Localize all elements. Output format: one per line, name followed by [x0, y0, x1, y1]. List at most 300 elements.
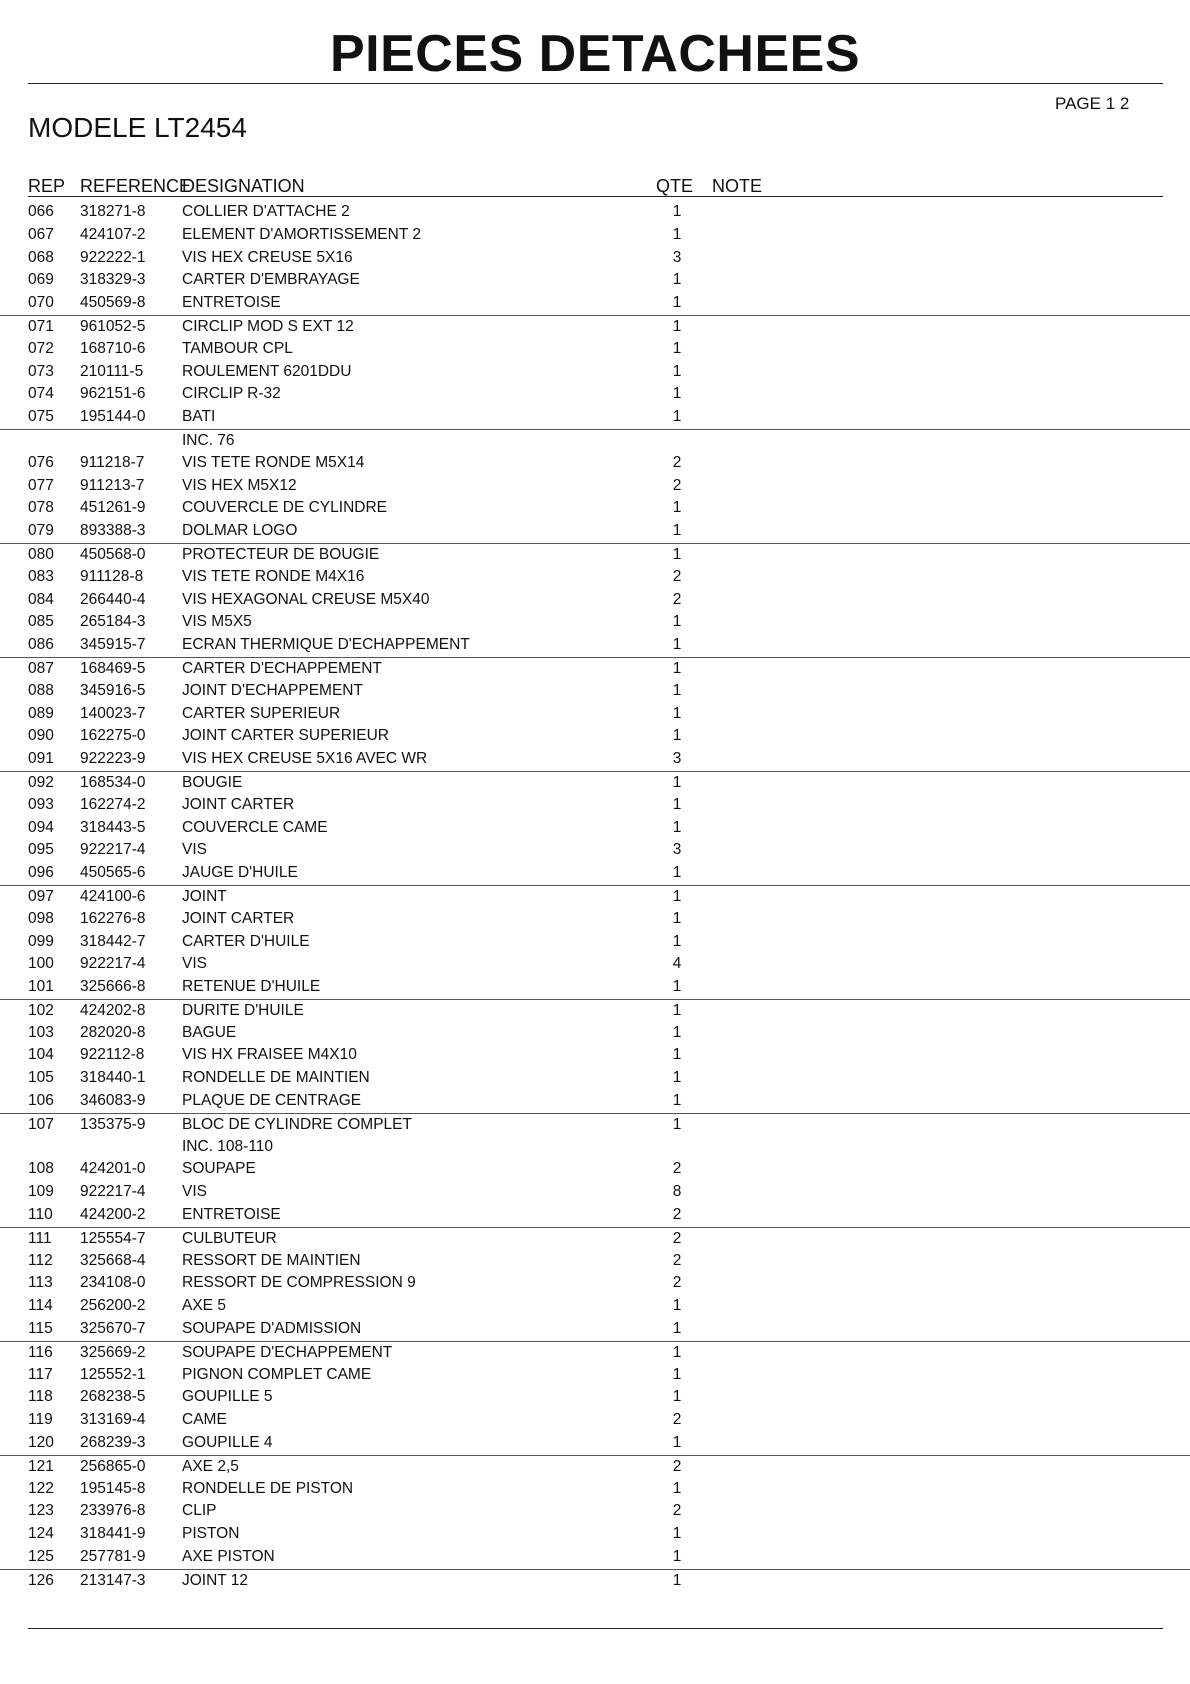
table-row	[0, 1318, 1190, 1341]
cell-rep: 101	[28, 978, 54, 996]
table-row	[0, 1113, 1190, 1136]
page-number: PAGE 1 2	[1055, 94, 1130, 113]
cell-designation: AXE 2,5	[182, 1457, 239, 1475]
cell-qte: 1	[672, 978, 682, 996]
cell-qte: 1	[672, 704, 682, 722]
cell-designation: DURITE D'HUILE	[182, 1001, 304, 1019]
cell-rep: 114	[28, 1297, 53, 1315]
cell-designation: VIS	[182, 955, 207, 973]
cell-designation: ENTRETOISE	[182, 1206, 281, 1224]
cell-rep: 074	[28, 385, 54, 403]
cell-qte: 1	[672, 1365, 682, 1383]
cell-reference: 922223-9	[80, 750, 146, 768]
table-row	[0, 383, 1190, 406]
cell-qte: 2	[672, 453, 682, 471]
cell-designation: JOINT 12	[182, 1571, 249, 1589]
cell-rep: 080	[28, 545, 54, 563]
cell-reference: 256865-0	[80, 1457, 146, 1475]
cell-qte: 2	[672, 1160, 682, 1178]
cell-designation: JOINT	[182, 887, 227, 905]
cell-designation: DOLMAR LOGO	[182, 522, 298, 540]
cell-rep: 119	[28, 1411, 53, 1429]
cell-reference: 922217-4	[80, 1183, 146, 1201]
cell-qte: 1	[672, 1320, 682, 1338]
cell-qte: 1	[672, 203, 682, 220]
cell-reference: 911213-7	[80, 476, 145, 494]
column-header-reference: REFERENCE	[80, 176, 192, 196]
table-row	[0, 976, 1190, 999]
cell-reference: 318442-7	[80, 932, 146, 950]
cell-rep: 123	[28, 1502, 54, 1520]
cell-rep: 106	[28, 1092, 54, 1110]
cell-designation: CARTER D'ECHAPPEMENT	[182, 659, 382, 677]
cell-rep: 108	[28, 1160, 54, 1178]
cell-rep: 111	[28, 1229, 52, 1247]
table-row	[0, 1227, 1190, 1250]
column-header-qte: QTE	[656, 176, 694, 196]
cell-qte: 1	[672, 613, 682, 631]
table-row	[0, 269, 1190, 292]
table-row	[0, 224, 1190, 247]
table-row	[0, 1569, 1190, 1592]
cell-reference: 125552-1	[80, 1365, 146, 1383]
column-header-note: NOTE	[712, 176, 763, 196]
cell-reference: 266440-4	[80, 590, 146, 608]
cell-qte: 1	[672, 1434, 682, 1452]
cell-rep: 096	[28, 864, 54, 882]
cell-designation: JOINT CARTER SUPERIEUR	[182, 727, 389, 745]
cell-rep: 084	[28, 590, 54, 608]
cell-rep: 088	[28, 681, 54, 699]
cell-rep: 099	[28, 932, 54, 950]
table-row	[0, 862, 1190, 885]
cell-rep: 076	[28, 453, 54, 471]
cell-designation: VIS HEX CREUSE 5X16 AVEC WR	[182, 750, 428, 768]
cell-qte: 2	[672, 567, 682, 585]
cell-reference: 257781-9	[80, 1548, 146, 1566]
table-row	[0, 885, 1190, 908]
table-row	[0, 908, 1190, 931]
cell-rep: 070	[28, 294, 54, 312]
cell-designation: VIS HEX M5X12	[182, 476, 297, 494]
cell-rep: 071	[28, 317, 54, 335]
cell-qte: 1	[672, 681, 682, 699]
cell-reference: 168469-5	[80, 659, 146, 677]
cell-designation: COUVERCLE DE CYLINDRE	[182, 499, 387, 517]
cell-qte: 2	[672, 1502, 682, 1520]
cell-rep: 066	[28, 203, 54, 220]
cell-qte: 2	[672, 1251, 682, 1269]
table-row	[0, 657, 1190, 680]
cell-designation: GOUPILLE 4	[182, 1434, 273, 1452]
cell-reference: 911128-8	[80, 567, 144, 585]
cell-designation: RESSORT DE COMPRESSION 9	[182, 1274, 416, 1292]
cell-reference: 450568-0	[80, 545, 146, 563]
cell-designation: CARTER SUPERIEUR	[182, 704, 341, 722]
cell-rep: 112	[28, 1251, 53, 1269]
cell-qte: 3	[672, 248, 682, 266]
cell-designation: VIS	[182, 1183, 207, 1201]
cell-reference: 922112-8	[80, 1046, 145, 1064]
cell-reference: 346083-9	[80, 1092, 146, 1110]
title-divider	[28, 83, 1163, 84]
cell-reference: 233976-8	[80, 1502, 146, 1520]
cell-designation: BOUGIE	[182, 773, 243, 791]
cell-designation: RETENUE D'HUILE	[182, 978, 321, 996]
footer-divider	[28, 1628, 1163, 1629]
cell-designation: CIRCLIP MOD S EXT 12	[182, 317, 354, 335]
table-row	[0, 1272, 1190, 1295]
cell-qte: 2	[672, 1457, 682, 1475]
cell-reference: 318443-5	[80, 818, 146, 836]
cell-designation: VIS	[182, 841, 207, 859]
table-row	[0, 589, 1190, 612]
cell-designation: PISTON	[182, 1525, 240, 1543]
cell-designation: ENTRETOISE	[182, 294, 281, 312]
header-divider	[28, 196, 1163, 197]
table-row	[0, 338, 1190, 361]
table-row	[0, 1022, 1190, 1045]
cell-qte: 1	[672, 1548, 682, 1566]
cell-rep: 075	[28, 408, 54, 426]
cell-designation: AXE 5	[182, 1297, 226, 1315]
cell-qte: 8	[672, 1183, 682, 1201]
table-row	[0, 748, 1190, 771]
cell-qte: 1	[672, 408, 682, 426]
table-row	[0, 475, 1190, 498]
table-row	[0, 361, 1190, 384]
table-row	[0, 794, 1190, 817]
cell-qte: 1	[672, 887, 682, 905]
cell-reference: 345915-7	[80, 636, 146, 654]
cell-rep: 067	[28, 225, 54, 243]
cell-designation: COUVERCLE CAME	[182, 818, 328, 836]
cell-rep: 086	[28, 636, 54, 654]
cell-reference: 234108-0	[80, 1274, 146, 1292]
cell-designation: JOINT CARTER	[182, 795, 295, 813]
table-row	[0, 1090, 1190, 1113]
cell-qte: 1	[672, 1571, 682, 1589]
cell-designation: VIS M5X5	[182, 613, 252, 631]
cell-rep: 078	[28, 499, 54, 517]
table-row	[0, 406, 1190, 429]
cell-designation: GOUPILLE 5	[182, 1388, 273, 1406]
cell-rep: 104	[28, 1046, 54, 1064]
cell-qte: 1	[672, 1343, 682, 1361]
model-heading: MODELE LT2454	[28, 112, 247, 143]
cell-designation: VIS TETE RONDE M5X14	[182, 453, 365, 471]
cell-rep: 085	[28, 613, 54, 631]
table-row	[0, 543, 1190, 566]
cell-reference: 213147-3	[80, 1571, 146, 1589]
table-row	[0, 247, 1190, 270]
cell-reference: 424200-2	[80, 1206, 146, 1224]
cell-qte: 1	[672, 499, 682, 517]
cell-reference: 162274-2	[80, 795, 146, 813]
cell-reference: 125554-7	[80, 1229, 146, 1247]
cell-designation: COLLIER D'ATTACHE 2	[182, 203, 350, 220]
cell-designation: BLOC DE CYLINDRE COMPLET	[182, 1115, 412, 1133]
table-row	[0, 201, 1190, 224]
table-row	[0, 452, 1190, 475]
cell-reference: 140023-7	[80, 704, 146, 722]
cell-rep: 091	[28, 750, 54, 768]
table-row	[0, 1204, 1190, 1227]
table-row	[0, 703, 1190, 726]
cell-reference: 325670-7	[80, 1320, 146, 1338]
cell-rep: 122	[28, 1479, 54, 1497]
cell-qte: 2	[672, 1206, 682, 1224]
cell-reference: 922222-1	[80, 248, 146, 266]
cell-rep: 120	[28, 1434, 54, 1452]
cell-rep: 105	[28, 1069, 54, 1087]
table-row	[0, 1181, 1190, 1204]
cell-designation: CIRCLIP R-32	[182, 385, 281, 403]
cell-reference: 325668-4	[80, 1251, 146, 1269]
table-row	[0, 315, 1190, 338]
table-row	[0, 1044, 1190, 1067]
table-row	[0, 1341, 1190, 1364]
cell-rep: 094	[28, 818, 54, 836]
cell-reference: 210111-5	[80, 362, 144, 380]
cell-rep: 087	[28, 659, 54, 677]
cell-qte: 1	[672, 294, 682, 312]
cell-reference: 162276-8	[80, 909, 146, 927]
table-row	[0, 771, 1190, 794]
cell-qte: 1	[672, 1479, 682, 1497]
cell-qte: 3	[672, 841, 682, 859]
cell-designation: PIGNON COMPLET CAME	[182, 1365, 372, 1383]
cell-rep: 092	[28, 773, 54, 791]
table-row	[0, 1364, 1190, 1387]
cell-designation: VIS HEX CREUSE 5X16	[182, 248, 353, 266]
cell-qte: 3	[672, 750, 682, 768]
cell-reference: 922217-4	[80, 841, 146, 859]
cell-qte: 1	[672, 659, 682, 677]
cell-reference: 424202-8	[80, 1001, 146, 1019]
table-row	[0, 1478, 1190, 1501]
cell-qte: 1	[672, 818, 682, 836]
cell-designation: BAGUE	[182, 1023, 237, 1041]
table-row	[0, 931, 1190, 954]
cell-qte: 1	[672, 636, 682, 654]
cell-qte: 1	[672, 339, 682, 357]
cell-rep: 072	[28, 339, 54, 357]
cell-reference: 313169-4	[80, 1411, 146, 1429]
cell-reference: 168534-0	[80, 773, 146, 791]
cell-qte: 1	[672, 545, 682, 563]
cell-designation: VIS TETE RONDE M4X16	[182, 567, 365, 585]
cell-designation: BATI	[182, 408, 216, 426]
cell-designation: VIS HEXAGONAL CREUSE M5X40	[182, 590, 430, 608]
cell-rep: 109	[28, 1183, 54, 1201]
table-row	[0, 1523, 1190, 1546]
cell-reference: 268239-3	[80, 1434, 146, 1452]
table-row	[0, 953, 1190, 976]
table-row	[0, 520, 1190, 543]
cell-qte: 1	[672, 1525, 682, 1543]
cell-designation: CAME	[182, 1411, 227, 1429]
cell-reference: 451261-9	[80, 499, 146, 517]
cell-qte: 1	[672, 1001, 682, 1019]
cell-designation: ECRAN THERMIQUE D'ECHAPPEMENT	[182, 636, 470, 654]
cell-rep: 118	[28, 1388, 53, 1406]
table-row	[0, 817, 1190, 840]
cell-designation: ROULEMENT 6201DDU	[182, 362, 352, 380]
table-row	[0, 429, 1190, 452]
cell-reference: 424107-2	[80, 225, 146, 243]
cell-rep: 079	[28, 522, 54, 540]
cell-reference: 135375-9	[80, 1115, 146, 1133]
cell-designation: ELEMENT D'AMORTISSEMENT 2	[182, 225, 421, 243]
cell-qte: 1	[672, 727, 682, 745]
cell-designation: PLAQUE DE CENTRAGE	[182, 1092, 362, 1110]
cell-reference: 424100-6	[80, 887, 146, 905]
parts-table	[0, 201, 1190, 1592]
cell-reference: 195145-8	[80, 1479, 146, 1497]
cell-qte: 1	[672, 362, 682, 380]
cell-reference: 318440-1	[80, 1069, 146, 1087]
table-row	[0, 566, 1190, 589]
cell-rep: 077	[28, 476, 54, 494]
cell-rep: 117	[28, 1365, 53, 1383]
cell-qte: 1	[672, 864, 682, 882]
table-row	[0, 1409, 1190, 1432]
cell-designation: RESSORT DE MAINTIEN	[182, 1251, 361, 1269]
cell-reference: 318441-9	[80, 1525, 146, 1543]
cell-rep: 098	[28, 909, 54, 927]
table-row	[0, 1432, 1190, 1455]
cell-designation: INC. 76	[182, 431, 235, 449]
cell-reference: 318329-3	[80, 271, 146, 289]
table-row	[0, 611, 1190, 634]
cell-designation: RONDELLE DE MAINTIEN	[182, 1069, 370, 1087]
cell-reference: 168710-6	[80, 339, 146, 357]
cell-rep: 115	[28, 1320, 53, 1338]
cell-designation: SOUPAPE D'ADMISSION	[182, 1320, 362, 1338]
cell-qte: 1	[672, 909, 682, 927]
cell-designation: PROTECTEUR DE BOUGIE	[182, 545, 380, 563]
cell-qte: 1	[672, 225, 682, 243]
cell-rep: 125	[28, 1548, 54, 1566]
cell-designation: CULBUTEUR	[182, 1229, 277, 1247]
cell-designation: CLIP	[182, 1502, 217, 1520]
cell-designation: RONDELLE DE PISTON	[182, 1479, 354, 1497]
cell-rep: 121	[28, 1457, 54, 1475]
cell-designation: INC. 108-110	[182, 1137, 274, 1155]
cell-rep: 116	[28, 1343, 53, 1361]
table-row	[0, 1295, 1190, 1318]
cell-qte: 1	[672, 317, 682, 335]
table-row	[0, 999, 1190, 1022]
cell-rep: 102	[28, 1001, 54, 1019]
cell-reference: 911218-7	[80, 453, 145, 471]
cell-rep: 124	[28, 1525, 54, 1543]
table-row	[0, 1455, 1190, 1478]
table-row	[0, 1500, 1190, 1523]
cell-reference: 345916-5	[80, 681, 146, 699]
cell-designation: VIS HX FRAISEE M4X10	[182, 1046, 357, 1064]
cell-reference: 961052-5	[80, 317, 146, 335]
table-row	[0, 725, 1190, 748]
cell-reference: 922217-4	[80, 955, 146, 973]
cell-rep: 095	[28, 841, 54, 859]
cell-designation: SOUPAPE	[182, 1160, 256, 1178]
table-row	[0, 634, 1190, 657]
cell-qte: 1	[672, 1092, 682, 1110]
cell-rep: 068	[28, 248, 54, 266]
cell-designation: CARTER D'HUILE	[182, 932, 310, 950]
cell-qte: 1	[672, 1388, 682, 1406]
cell-rep: 097	[28, 887, 54, 905]
table-row	[0, 497, 1190, 520]
cell-qte: 1	[672, 773, 682, 791]
cell-rep: 089	[28, 704, 54, 722]
cell-reference: 265184-3	[80, 613, 146, 631]
cell-rep: 113	[28, 1274, 53, 1292]
cell-designation: JAUGE D'HUILE	[182, 864, 298, 882]
cell-qte: 1	[672, 932, 682, 950]
cell-reference: 450565-6	[80, 864, 146, 882]
table-row	[0, 1067, 1190, 1090]
cell-rep: 126	[28, 1571, 54, 1589]
table-row	[0, 680, 1190, 703]
cell-reference: 195144-0	[80, 408, 146, 426]
cell-qte: 2	[672, 1411, 682, 1429]
cell-reference: 424201-0	[80, 1160, 146, 1178]
cell-rep: 093	[28, 795, 54, 813]
cell-designation: CARTER D'EMBRAYAGE	[182, 271, 360, 289]
cell-reference: 893388-3	[80, 522, 146, 540]
cell-qte: 1	[672, 1046, 682, 1064]
column-header-rep: REP	[28, 176, 66, 196]
cell-qte: 1	[672, 522, 682, 540]
cell-rep: 110	[28, 1206, 53, 1224]
cell-designation: JOINT D'ECHAPPEMENT	[182, 681, 363, 699]
cell-rep: 069	[28, 271, 54, 289]
cell-qte: 1	[672, 1297, 682, 1315]
cell-designation: SOUPAPE D'ECHAPPEMENT	[182, 1343, 393, 1361]
cell-rep: 083	[28, 567, 54, 585]
table-row	[0, 292, 1190, 315]
table-row	[0, 839, 1190, 862]
cell-reference: 450569-8	[80, 294, 146, 312]
table-row	[0, 1158, 1190, 1181]
table-row	[0, 1136, 1190, 1159]
cell-rep: 107	[28, 1115, 54, 1133]
cell-designation: TAMBOUR CPL	[182, 339, 293, 357]
cell-reference: 256200-2	[80, 1297, 146, 1315]
cell-reference: 325669-2	[80, 1343, 146, 1361]
cell-reference: 962151-6	[80, 385, 146, 403]
column-header-designation: DESIGNATION	[182, 176, 305, 196]
cell-qte: 1	[672, 1115, 682, 1133]
page-title: PIECES DETACHEES	[329, 25, 861, 83]
cell-reference: 162275-0	[80, 727, 146, 745]
cell-qte: 2	[672, 590, 682, 608]
cell-reference: 318271-8	[80, 203, 146, 220]
cell-qte: 1	[672, 795, 682, 813]
cell-reference: 282020-8	[80, 1023, 146, 1041]
table-row	[0, 1546, 1190, 1569]
cell-qte: 1	[672, 1023, 682, 1041]
cell-rep: 073	[28, 362, 54, 380]
cell-designation: JOINT CARTER	[182, 909, 295, 927]
cell-rep: 103	[28, 1023, 54, 1041]
cell-qte: 2	[672, 476, 682, 494]
cell-reference: 268238-5	[80, 1388, 146, 1406]
table-row	[0, 1386, 1190, 1409]
